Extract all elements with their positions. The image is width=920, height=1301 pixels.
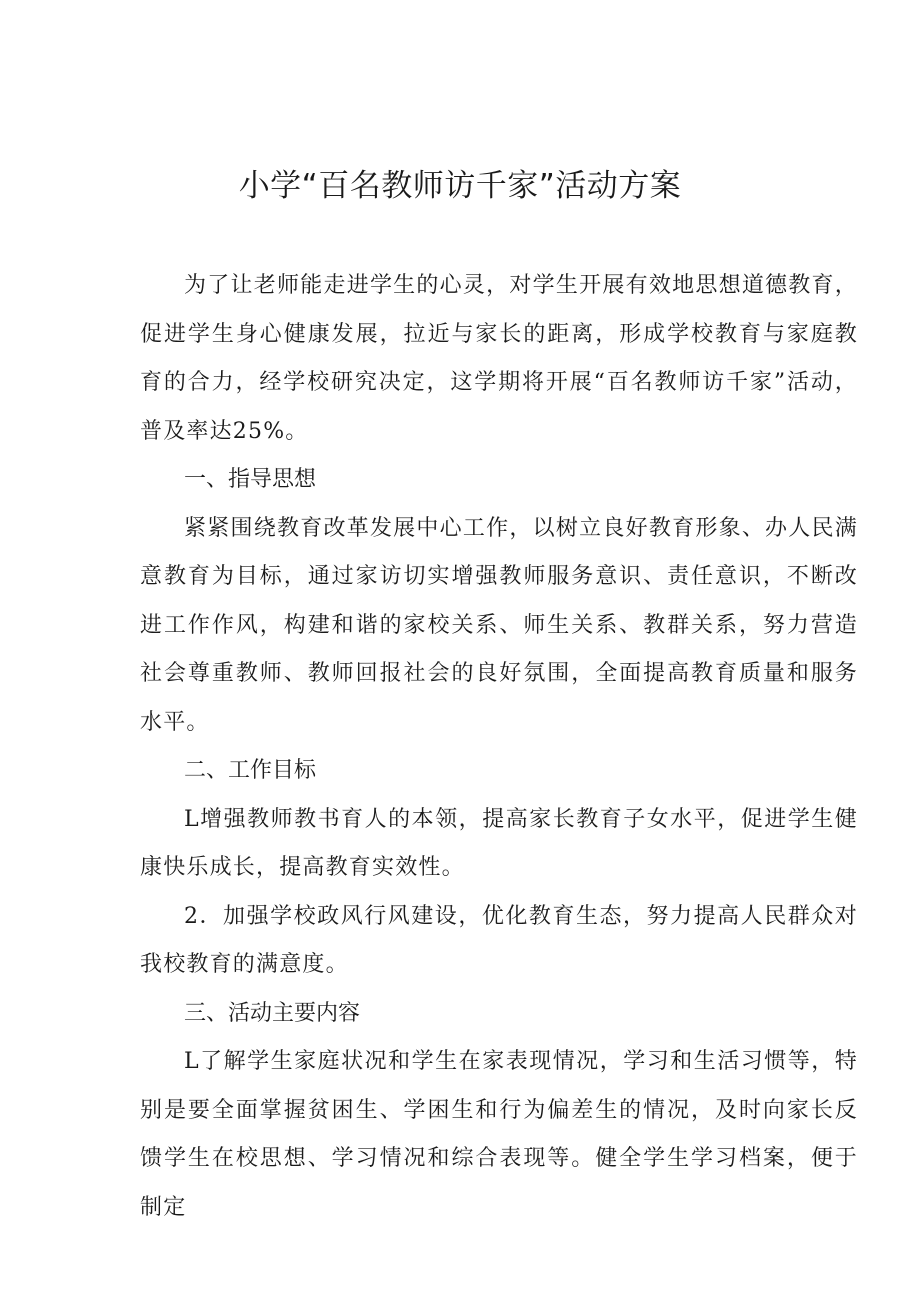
guiding-ideology-paragraph: 紧紧围绕教育改革发展中心工作，以树立良好教育形象、办人民满意教育为目标，通过家访切实增强教师服务意识、责任意识，不断改进工作作风，构建和谐的家校关系、师生关系、教群关系，努力营造社会尊重教师、教师回报社会的良好氛围，全面提高教育质量和服务水平。: [140, 515, 858, 735]
section-heading-work-goals: 二、工作目标: [184, 758, 317, 783]
section-heading-main-content: 三、活动主要内容: [184, 1000, 361, 1026]
document-body: [140, 262, 858, 1232]
document-title: 小学“百名教师访千家”活动方案: [238, 168, 682, 204]
intro-paragraph: 为了让老师能走进学生的心灵，对学生开展有效地思想道德教育，促进学生身心健康发展，拉近与家长的距离，形成学校教育与家庭教育的合力，经学校研究决定，这学期将开展“百名教师访千家”活动，普及率达25%。: [140, 273, 858, 444]
work-goal-paragraph-1: L增强教师教书育人的本领，提高家长教育子女水平，促进学生健康快乐成长，提高教育实效性。: [140, 806, 858, 880]
section-heading-guiding-ideology: 一、指导思想: [184, 467, 317, 492]
work-goal-paragraph-2: 2．加强学校政风行风建设，优化教育生态，努力提高人民群众对我校教育的满意度。: [140, 903, 858, 977]
main-content-paragraph-1: L了解学生家庭状况和学生在家表现情况，学习和生活习惯等，特别是要全面掌握贫困生、学困生和行为偏差生的情况，及时向家长反馈学生在校思想、学习情况和综合表现等。健全学生学习档案，便于制定: [140, 1049, 858, 1220]
